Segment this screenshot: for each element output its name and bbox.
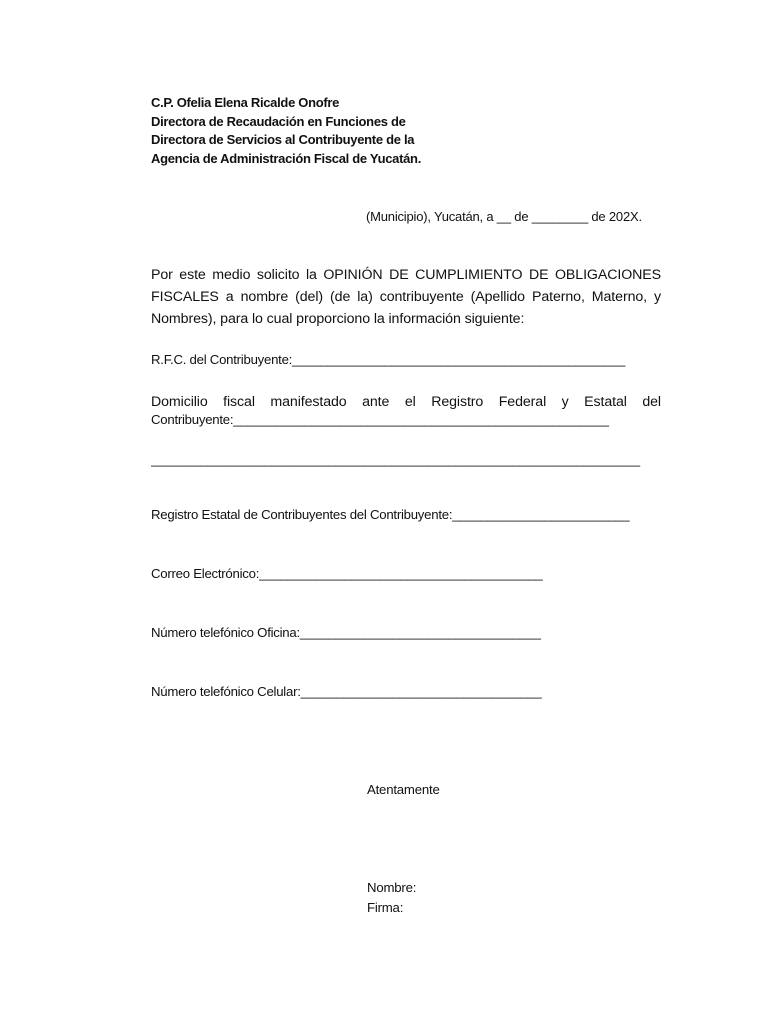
rfc-field: R.F.C. del Contribuyente:_______________________________________________: [151, 352, 626, 367]
signature-name-label: Nombre:: [367, 880, 417, 895]
addressee-block: [151, 94, 491, 168]
domicilio-field: Contribuyente:_____________________________________________________: [151, 412, 609, 427]
office-phone-field: Número telefónico Oficina:__________________________________: [151, 625, 541, 640]
domicilio-continuation-line: _____________________________________________________________________: [151, 452, 640, 467]
place-date-line: (Municipio), Yucatán, a __ de ________ de 202X.: [366, 209, 642, 224]
domicilio-label: Domicilio fiscal manifestado ante el Registro Federal y Estatal del: [151, 394, 661, 410]
registro-estatal-field: Registro Estatal de Contribuyentes del Contribuyente:_________________________: [151, 507, 630, 522]
closing-atentamente: Atentamente: [367, 782, 440, 797]
request-paragraph: Por este medio solicito la OPINIÓN DE CUMPLIMIENTO DE OBLIGACIONES FISCALES a nombre (del) (de la) contribuyente (Apellido Paterno, Materno, y Nombres), para lo cual proporciono la información siguiente:: [151, 267, 661, 327]
addressee-title-1: Directora de Recaudación en Funciones de: [151, 113, 406, 129]
mobile-phone-field: Número telefónico Celular:__________________________________: [151, 684, 542, 699]
addressee-agency: Agencia de Administración Fiscal de Yucatán.: [151, 150, 422, 166]
addressee-title-2: Directora de Servicios al Contribuyente de la: [151, 132, 415, 147]
addressee-name: C.P. Ofelia Elena Ricalde Onofre: [151, 95, 340, 110]
email-field: Correo Electrónico:________________________________________: [151, 566, 543, 581]
signature-firma-label: Firma:: [367, 900, 404, 915]
